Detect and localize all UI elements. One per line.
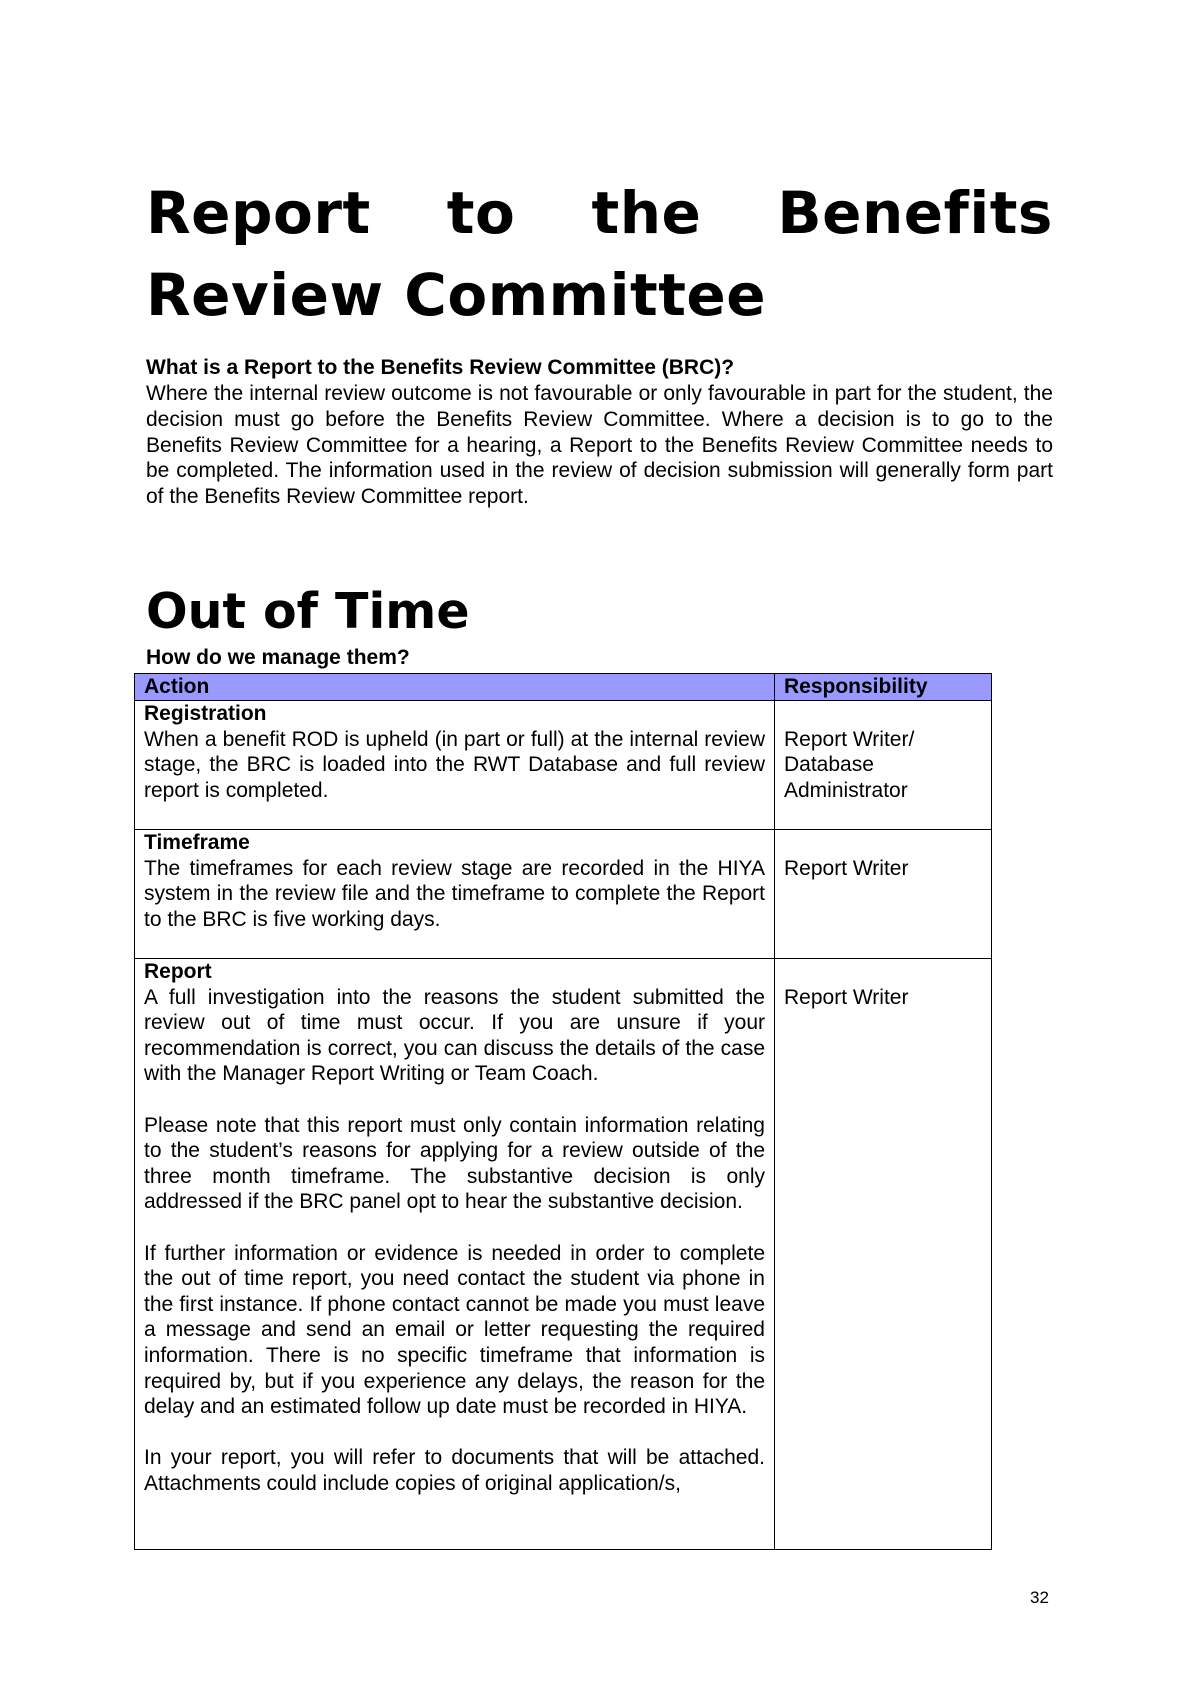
column-header-responsibility: Responsibility <box>775 674 992 701</box>
row-text: Please note that this report must only contain information relating to the student’s reasons for applying for a review outside of the three month timeframe. The substantive decision is only addressed if the BRC panel opt to hear the substantive decision. <box>144 1113 765 1214</box>
responsibility-cell <box>775 701 992 830</box>
action-cell <box>135 830 775 959</box>
title-word: to <box>446 179 516 247</box>
table-row <box>135 830 992 959</box>
page-title-line-2: Review Committee <box>146 261 767 329</box>
row-text: A full investigation into the reasons the student submitted the review out of time must occur. If you are unsure if your recommendation is correct, you can discuss the details of the case with the Manager Report Writing or Team Coach. <box>144 985 765 1086</box>
responsibility-text: Report Writer <box>784 985 909 1009</box>
row-text: In your report, you will refer to documents that will be attached. Attachments could include copies of original application/s, <box>144 1446 765 1495</box>
title-word: Benefits <box>777 179 1053 247</box>
row-text: The timeframes for each review stage are recorded in the HIYA system in the review file and the timeframe to complete the Report to the BRC is five working days. <box>144 856 765 931</box>
action-cell <box>135 701 775 830</box>
row-title: Report <box>144 960 212 983</box>
row-title: Timeframe <box>144 831 250 854</box>
row-text: If further information or evidence is needed in order to complete the out of time report, you need contact the student via phone in the first instance. If phone contact cannot be made you must leave a message and send an email or letter requesting the required information. There is no specific timeframe that information is required by, but if you experience any delays, the reason for the delay and an estimated follow up date must be recorded in HIYA. <box>144 1241 765 1419</box>
responsibility-text: Report Writer/ Database Administrator <box>784 727 915 802</box>
responsibility-cell <box>775 959 992 1550</box>
row-title: Registration <box>144 702 267 725</box>
action-responsibility-table <box>134 673 992 1550</box>
intro-paragraph: Where the internal review outcome is not favourable or only favourable in part for the student, the decision must go before the Benefits Review Committee. Where a decision is to go to the Benefits Review Committee for a hearing, a Report to the Benefits Review Committee needs to be completed. The information used in the review of decision submission will generally form part of the Benefits Review Committee report. <box>146 382 1053 509</box>
action-cell <box>135 959 775 1550</box>
row-text: When a benefit ROD is upheld (in part or full) at the internal review stage, the BRC is loaded into the RWT Database and full review report is completed. <box>144 727 765 802</box>
column-header-action: Action <box>135 674 775 701</box>
section-subtitle: How do we manage them? <box>146 646 410 669</box>
responsibility-text: Report Writer <box>784 856 909 880</box>
title-word: Report <box>146 179 371 247</box>
intro-question: What is a Report to the Benefits Review Committee (BRC)? <box>146 356 735 379</box>
table-row <box>135 959 992 1550</box>
table-header-row <box>135 674 992 701</box>
page-title-line-1 <box>146 172 1053 254</box>
responsibility-cell <box>775 830 992 959</box>
title-word: the <box>591 179 702 247</box>
table-row <box>135 701 992 830</box>
section-title: Out of Time <box>146 583 470 640</box>
page-number: 32 <box>1030 1588 1049 1607</box>
